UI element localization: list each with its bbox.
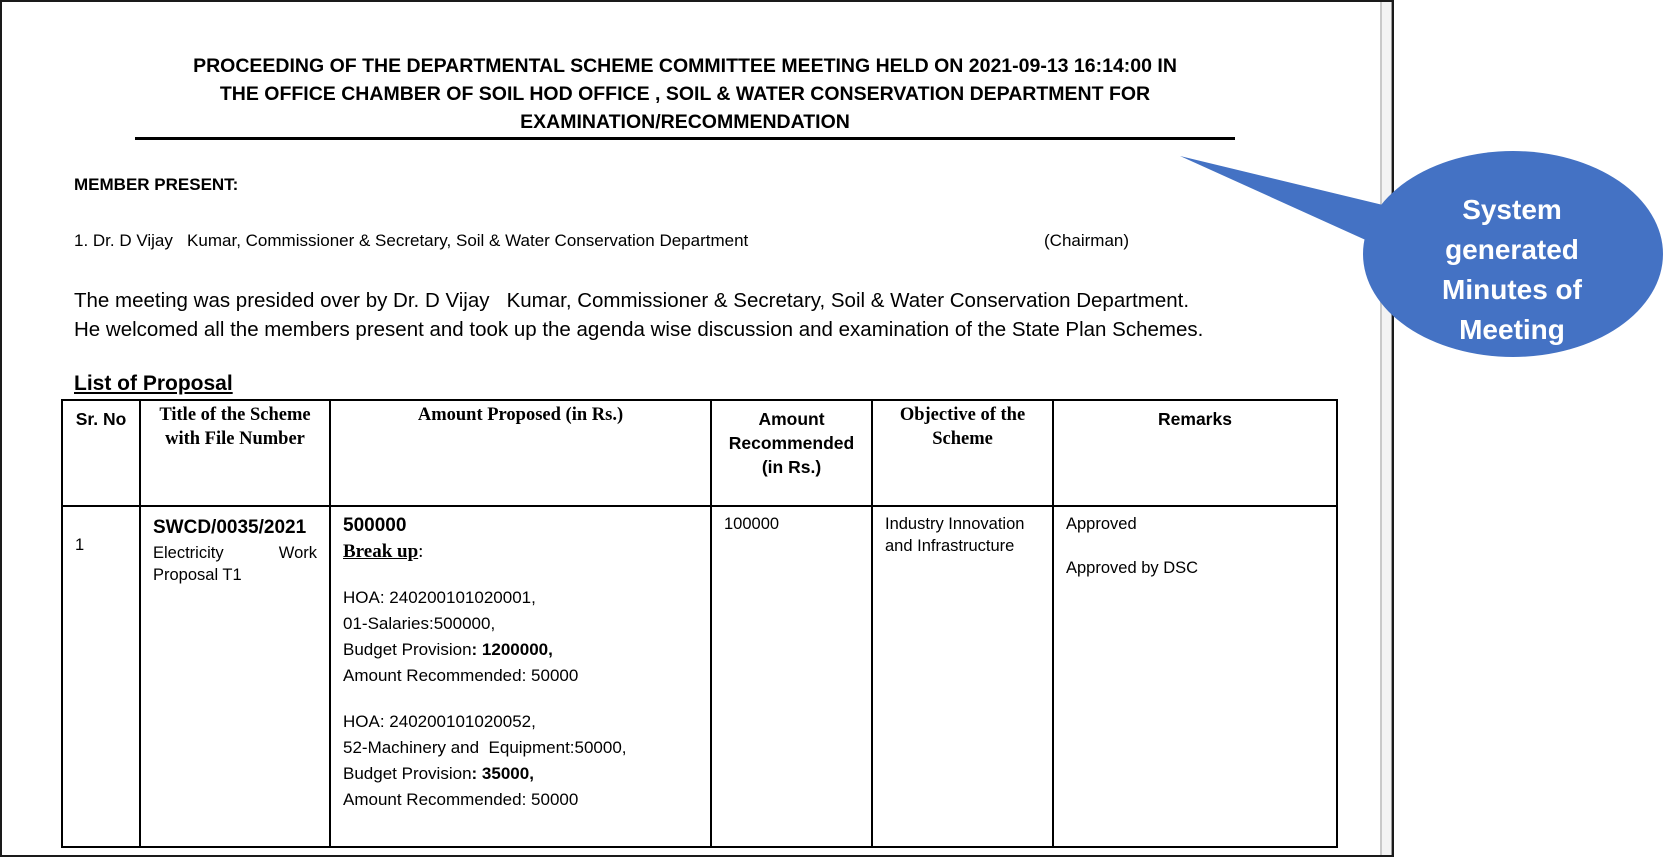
header-scheme-title: Title of the Scheme with File Number xyxy=(140,400,330,506)
table-row xyxy=(62,506,1337,847)
header-objective: Objective of the Scheme xyxy=(872,400,1053,506)
header-sr-no: Sr. No xyxy=(62,400,140,506)
cell-objective: Industry Innovation and Infrastructure xyxy=(872,506,1053,847)
member-role: (Chairman) xyxy=(1044,231,1130,250)
list-of-proposal-title: List of Proposal xyxy=(74,372,233,395)
member-entry xyxy=(74,231,1154,251)
file-number: SWCD/0035/2021 xyxy=(153,517,307,538)
table-header-row xyxy=(62,400,1337,506)
scheme-name: Electricity Work xyxy=(153,544,317,562)
amount-proposed-value: 500000 xyxy=(343,515,407,536)
members-label: MEMBER PRESENT: xyxy=(74,175,239,194)
cell-remarks xyxy=(1053,506,1337,847)
hoa-code: HOA: 240200101020052, xyxy=(343,712,536,731)
intro-line: He welcomed all the members present and took up the agenda wise discussion and examination of the State Plan Schemes. xyxy=(74,318,1204,341)
heading-underline xyxy=(135,137,1235,140)
header-amount-recommended: Amount Recommended (in Rs.) xyxy=(711,400,872,506)
cell-sr-no: 1 xyxy=(62,506,140,847)
heading-line: THE OFFICE CHAMBER OF SOIL HOD OFFICE , SOIL & WATER CONSERVATION DEPARTMENT FOR xyxy=(219,83,1151,105)
heading-line: EXAMINATION/RECOMMENDATION xyxy=(520,111,850,133)
cell-amount-proposed xyxy=(330,506,711,847)
hoa-recommended: Amount Recommended: 50000 xyxy=(343,666,579,685)
cell-scheme-title xyxy=(140,506,330,847)
breakup-label: Break up: xyxy=(343,541,424,562)
hoa-entry xyxy=(343,585,698,689)
page-scroll-edge xyxy=(1380,2,1392,855)
hoa-code: HOA: 240200101020001, xyxy=(343,588,536,607)
intro-line: The meeting was presided over by Dr. D Vijay Kumar, Commissioner & Secretary, Soil & Water Conservation Department. xyxy=(74,289,1190,312)
remark-status: Approved xyxy=(1066,515,1137,533)
member-name: 1. Dr. D Vijay Kumar, Commissioner & Secretary, Soil & Water Conservation Department xyxy=(74,231,749,250)
hoa-budget: Budget Provision: 1200000, xyxy=(343,640,553,659)
callout-line: Minutes of xyxy=(1442,274,1582,305)
callout-text xyxy=(1362,190,1662,350)
remark-detail: Approved by DSC xyxy=(1066,559,1199,577)
callout-line: Meeting xyxy=(1459,314,1565,345)
hoa-recommended: Amount Recommended: 50000 xyxy=(343,790,579,809)
heading-line: PROCEEDING OF THE DEPARTMENTAL SCHEME COMMITTEE MEETING HELD ON 2021-09-13 16:14:00 IN xyxy=(193,55,1177,77)
hoa-head: 52-Machinery and Equipment:50000, xyxy=(343,738,627,757)
cell-amount-recommended: 100000 xyxy=(711,506,872,847)
header-remarks: Remarks xyxy=(1053,400,1337,506)
callout-line: System xyxy=(1462,194,1562,225)
scheme-name-cont: Proposal T1 xyxy=(153,566,242,584)
document-heading xyxy=(135,52,1235,136)
meeting-intro xyxy=(74,286,1374,344)
header-amount-proposed: Amount Proposed (in Rs.) xyxy=(330,400,711,506)
hoa-head: 01-Salaries:500000, xyxy=(343,614,496,633)
hoa-budget: Budget Provision: 35000, xyxy=(343,764,534,783)
callout-line: generated xyxy=(1445,234,1579,265)
proposals-table xyxy=(61,399,1338,848)
hoa-entry xyxy=(343,709,698,813)
